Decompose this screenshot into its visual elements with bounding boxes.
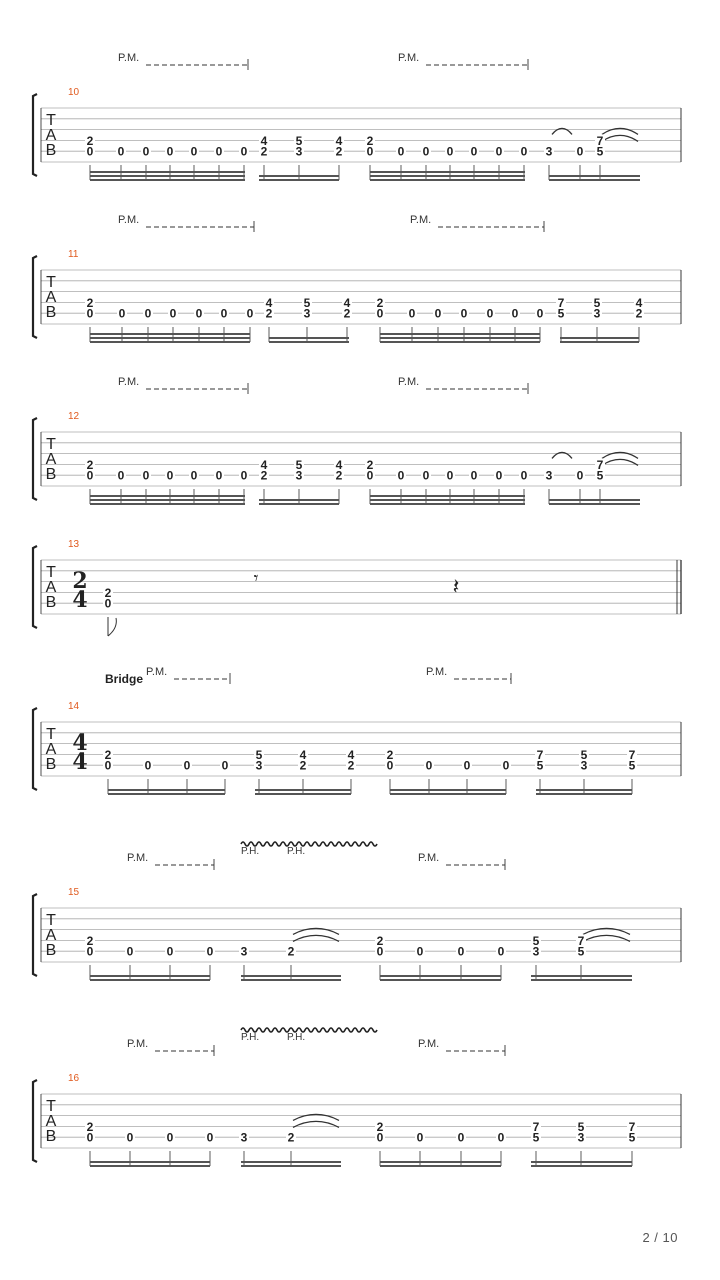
fret-number: 5	[532, 933, 540, 948]
page-indicator: 2 / 10	[642, 1230, 678, 1245]
fret-number: 7	[577, 933, 585, 948]
system-bracket	[33, 256, 37, 338]
tab-clef-letter: A	[45, 451, 57, 468]
tab-clef-letter: T	[46, 436, 56, 453]
palm-mute-label: P.M.	[118, 214, 140, 226]
fret-number: 0	[446, 144, 454, 159]
fret-number: 7	[628, 1119, 636, 1134]
fret-number: 0	[520, 468, 528, 483]
fret-number: 0	[497, 944, 505, 959]
tab-clef-letter: B	[45, 142, 57, 159]
fret-number: 7	[536, 747, 544, 762]
palm-mute-label: P.M.	[118, 52, 140, 64]
fret-number: 0	[470, 468, 478, 483]
tab-clef-letter: T	[46, 726, 56, 743]
note-flag	[108, 618, 116, 636]
fret-number: 3	[532, 944, 540, 959]
fret-number: 7	[596, 133, 604, 148]
time-signature-bottom: 4	[72, 749, 88, 775]
palm-mute-label: P.M.	[410, 214, 432, 226]
fret-number: 2	[260, 468, 268, 483]
time-signature-bottom: 4	[72, 587, 88, 613]
fret-number: 2	[287, 944, 295, 959]
fret-number: 0	[386, 758, 394, 773]
tab-clef-letter: A	[45, 927, 57, 944]
fret-number: 3	[295, 144, 303, 159]
palm-mute-label: P.M.	[418, 1038, 440, 1050]
quarter-rest: 𝄽	[452, 575, 460, 600]
fret-number: 0	[195, 306, 203, 321]
fret-number: 0	[576, 144, 584, 159]
fret-number: 0	[144, 758, 152, 773]
fret-number: 0	[240, 468, 248, 483]
fret-number: 0	[117, 144, 125, 159]
fret-number: 4	[260, 457, 268, 472]
fret-number: 3	[240, 944, 248, 959]
fret-number: 0	[86, 468, 94, 483]
fret-number: 0	[470, 144, 478, 159]
measure-number: 16	[68, 1073, 80, 1084]
fret-number: 0	[457, 1130, 465, 1145]
measure-number: 15	[68, 887, 80, 898]
fret-number: 2	[287, 1130, 295, 1145]
fret-number: 4	[343, 295, 351, 310]
fret-number: 5	[593, 295, 601, 310]
system-11	[33, 221, 681, 342]
fret-number: 0	[166, 468, 174, 483]
fret-number: 0	[166, 1130, 174, 1145]
fret-number: 3	[580, 758, 588, 773]
fret-number: 0	[246, 306, 254, 321]
fret-number: 5	[295, 133, 303, 148]
fret-number: 2	[347, 758, 355, 773]
system-12	[33, 383, 681, 504]
fret-number: 0	[215, 144, 223, 159]
fret-number: 0	[376, 1130, 384, 1145]
fret-number: 0	[190, 144, 198, 159]
fret-number: 0	[366, 144, 374, 159]
system-bracket	[33, 708, 37, 790]
tab-clef-letter: T	[46, 274, 56, 291]
fret-number: 0	[183, 758, 191, 773]
system-bracket	[33, 546, 37, 628]
tab-clef-letter: T	[46, 112, 56, 129]
system-14	[33, 673, 681, 794]
fret-number: 5	[303, 295, 311, 310]
fret-number: 4	[335, 133, 343, 148]
fret-number: 4	[265, 295, 273, 310]
system-10	[33, 59, 681, 180]
fret-number: 0	[126, 944, 134, 959]
system-bracket	[33, 894, 37, 976]
fret-number: 4	[299, 747, 307, 762]
measure-number: 11	[68, 249, 79, 260]
fret-number: 5	[255, 747, 263, 762]
fret-number: 2	[86, 457, 94, 472]
fret-number: 2	[104, 585, 112, 600]
fret-number: 5	[577, 944, 585, 959]
palm-mute-label: P.M.	[398, 376, 420, 388]
tab-clef-letter: B	[45, 756, 57, 773]
pinch-harmonic-label: P.H.	[287, 846, 306, 857]
fret-number: 0	[144, 306, 152, 321]
system-13	[33, 546, 681, 636]
system-bracket	[33, 94, 37, 176]
fret-number: 0	[536, 306, 544, 321]
fret-number: 0	[86, 1130, 94, 1145]
tab-clef-letter: B	[45, 594, 57, 611]
fret-number: 0	[142, 468, 150, 483]
pinch-harmonic-label: P.H.	[241, 846, 260, 857]
fret-number: 0	[86, 944, 94, 959]
fret-number: 2	[260, 144, 268, 159]
section-marker: Bridge	[105, 672, 144, 686]
fret-number: 5	[577, 1119, 585, 1134]
fret-number: 0	[376, 306, 384, 321]
fret-number: 0	[206, 1130, 214, 1145]
fret-number: 2	[86, 933, 94, 948]
palm-mute-label: P.M.	[127, 1038, 149, 1050]
fret-number: 0	[576, 468, 584, 483]
fret-number: 0	[397, 468, 405, 483]
tab-clef-letter: A	[45, 579, 57, 596]
fret-number: 0	[416, 944, 424, 959]
system-bracket	[33, 1080, 37, 1162]
fret-number: 0	[86, 306, 94, 321]
fret-number: 4	[335, 457, 343, 472]
fret-number: 5	[532, 1130, 540, 1145]
fret-number: 2	[104, 747, 112, 762]
fret-number: 0	[457, 944, 465, 959]
fret-number: 0	[126, 1130, 134, 1145]
fret-number: 0	[511, 306, 519, 321]
fret-number: 0	[221, 758, 229, 773]
palm-mute-label: P.M.	[118, 376, 140, 388]
fret-number: 5	[596, 144, 604, 159]
fret-number: 0	[376, 944, 384, 959]
fret-number: 7	[596, 457, 604, 472]
fret-number: 0	[486, 306, 494, 321]
fret-number: 0	[446, 468, 454, 483]
tab-clef-letter: B	[45, 304, 57, 321]
measure-number: 13	[68, 539, 80, 550]
fret-number: 0	[422, 468, 430, 483]
fret-number: 2	[86, 295, 94, 310]
fret-number: 0	[495, 468, 503, 483]
fret-number: 0	[434, 306, 442, 321]
fret-number: 2	[299, 758, 307, 773]
fret-number: 2	[343, 306, 351, 321]
fret-number: 5	[536, 758, 544, 773]
fret-number: 0	[422, 144, 430, 159]
tab-clef-letter: T	[46, 1098, 56, 1115]
fret-number: 2	[386, 747, 394, 762]
pinch-harmonic-label: P.H.	[241, 1032, 260, 1043]
vibrato-line	[241, 1028, 377, 1032]
measure-number: 12	[68, 411, 80, 422]
fret-number: 0	[117, 468, 125, 483]
time-signature-top: 4	[72, 730, 88, 756]
fret-number: 2	[86, 133, 94, 148]
fret-number: 0	[520, 144, 528, 159]
fret-number: 3	[545, 144, 553, 159]
fret-number: 0	[166, 144, 174, 159]
fret-number: 5	[295, 457, 303, 472]
fret-number: 3	[255, 758, 263, 773]
fret-number: 7	[557, 295, 565, 310]
fret-number: 4	[260, 133, 268, 148]
fret-number: 0	[220, 306, 228, 321]
fret-number: 2	[335, 468, 343, 483]
palm-mute-label: P.M.	[426, 666, 448, 678]
system-bracket	[33, 418, 37, 500]
fret-number: 0	[240, 144, 248, 159]
fret-number: 2	[265, 306, 273, 321]
fret-number: 0	[502, 758, 510, 773]
fret-number: 2	[366, 133, 374, 148]
fret-number: 0	[104, 758, 112, 773]
time-signature-top: 2	[72, 568, 88, 594]
measure-number: 14	[68, 701, 80, 712]
fret-number: 2	[376, 295, 384, 310]
fret-number: 0	[497, 1130, 505, 1145]
tab-clef-letter: B	[45, 942, 57, 959]
fret-number: 2	[635, 306, 643, 321]
fret-number: 3	[295, 468, 303, 483]
fret-number: 0	[215, 468, 223, 483]
tab-clef-letter: T	[46, 564, 56, 581]
fret-number: 3	[303, 306, 311, 321]
tab-clef-letter: A	[45, 127, 57, 144]
fret-number: 2	[335, 144, 343, 159]
fret-number: 7	[532, 1119, 540, 1134]
fret-number: 0	[86, 144, 94, 159]
palm-mute-label: P.M.	[127, 852, 149, 864]
fret-number: 0	[366, 468, 374, 483]
fret-number: 5	[628, 1130, 636, 1145]
palm-mute-label: P.M.	[418, 852, 440, 864]
fret-number: 0	[206, 944, 214, 959]
fret-number: 0	[118, 306, 126, 321]
fret-number: 0	[142, 144, 150, 159]
tab-clef-letter: A	[45, 289, 57, 306]
tab-clef-letter: B	[45, 1128, 57, 1145]
fret-number: 5	[596, 468, 604, 483]
fret-number: 5	[628, 758, 636, 773]
tab-clef-letter: A	[45, 741, 57, 758]
palm-mute-label: P.M.	[398, 52, 420, 64]
vibrato-line	[241, 842, 377, 846]
fret-number: 3	[240, 1130, 248, 1145]
measure-number: 10	[68, 87, 80, 98]
fret-number: 2	[86, 1119, 94, 1134]
fret-number: 0	[104, 596, 112, 611]
fret-number: 4	[635, 295, 643, 310]
fret-number: 3	[545, 468, 553, 483]
fret-number: 3	[577, 1130, 585, 1145]
tab-clef-letter: A	[45, 1113, 57, 1130]
eighth-rest: 𝄾	[253, 568, 259, 589]
fret-number: 2	[376, 933, 384, 948]
palm-mute-label: P.M.	[146, 666, 168, 678]
fret-number: 7	[628, 747, 636, 762]
pinch-harmonic-label: P.H.	[287, 1032, 306, 1043]
fret-number: 0	[495, 144, 503, 159]
fret-number: 5	[557, 306, 565, 321]
fret-number: 0	[397, 144, 405, 159]
fret-number: 0	[166, 944, 174, 959]
fret-number: 0	[408, 306, 416, 321]
fret-number: 0	[169, 306, 177, 321]
fret-number: 0	[460, 306, 468, 321]
fret-number: 5	[580, 747, 588, 762]
fret-number: 3	[593, 306, 601, 321]
fret-number: 0	[425, 758, 433, 773]
fret-number: 0	[463, 758, 471, 773]
fret-number: 0	[190, 468, 198, 483]
fret-number: 2	[366, 457, 374, 472]
fret-number: 4	[347, 747, 355, 762]
fret-number: 0	[416, 1130, 424, 1145]
tab-clef-letter: B	[45, 466, 57, 483]
tab-clef-letter: T	[46, 912, 56, 929]
fret-number: 2	[376, 1119, 384, 1134]
